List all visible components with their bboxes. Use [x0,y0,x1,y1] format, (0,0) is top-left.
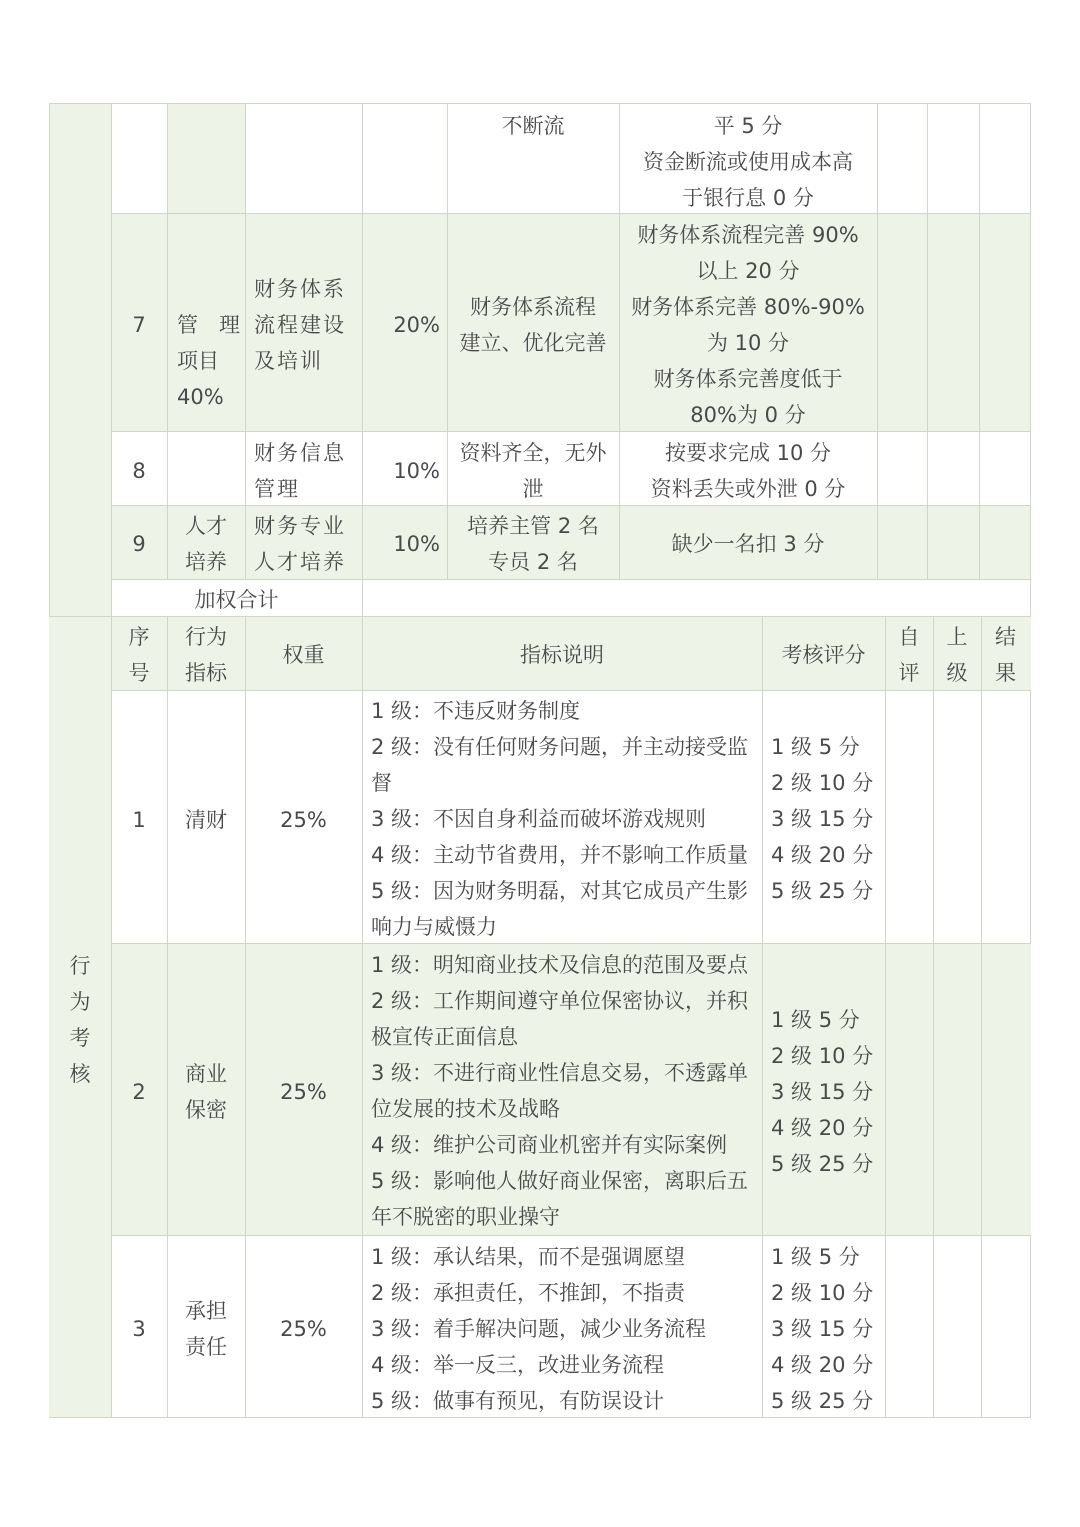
grid-line [927,103,928,579]
behavior-row-2-indicator [167,1056,245,1128]
row-8-indicator [254,435,362,507]
header-no [111,619,167,691]
behavior-row-2-description [371,947,761,1235]
header-line: 结 [995,625,1016,649]
description-line: 督 [371,771,392,795]
behavior-row-1-description [371,693,761,945]
header-line: 号 [128,661,150,685]
description-line: 3 级：不进行商业性信息交易，不透露单 [371,1061,749,1085]
row-8-scoring [619,435,877,507]
scoring-line: 为 10 分 [706,331,790,355]
grid-line [362,103,363,616]
grid-line [111,1235,1031,1236]
row-8-number: 8 [132,459,146,483]
grid-line [111,579,1031,580]
indicator-line: 财务体系 [254,277,346,301]
grid-line [167,103,168,579]
description-line: 3 级：着手解决问题，减少业务流程 [371,1317,707,1341]
scoring-line: 5 级 25 分 [771,879,874,903]
description-line: 4 级：主动节省费用，并不影响工作质量 [371,843,749,867]
row-7-standard [447,289,619,361]
scoring-line: 5 级 25 分 [771,1152,874,1176]
scoring-line: 3 级 15 分 [771,1317,874,1341]
category-line: 培养 [185,550,227,574]
indicator-line: 管理 [254,477,300,501]
standard-line: 建立、优化完善 [459,331,607,355]
row-9-weight: 10% [393,532,440,556]
row-9-indicator [254,508,362,580]
header-scoring: 考核评分 [781,643,866,667]
header-indicator [167,619,245,691]
behavior-row-3-indicator [167,1293,245,1365]
behavior-row-1-scoring [771,729,883,909]
indicator-line: 承担 [185,1299,227,1323]
scoring-line: 财务体系流程完善 90% [637,223,859,247]
grid-line [979,103,980,579]
header-line: 自 [898,625,920,649]
grid-line [49,103,1031,104]
grid-line [933,616,934,1417]
row-cont-scoring [619,108,877,216]
grid-line [49,1417,1031,1418]
scoring-line: 财务体系完善 80%-90% [631,295,865,319]
category-line: 管 理 [177,313,240,337]
standard-line: 专员 2 名 [488,550,578,574]
row-cont-standard: 不断流 [501,114,565,138]
description-line: 2 级：承担责任，不推卸，不指责 [371,1281,686,1305]
row-7-weight: 20% [393,313,440,337]
description-line: 1 级：不违反财务制度 [371,699,581,723]
scoring-line: 2 级 10 分 [771,1044,874,1068]
row-9-category [167,508,245,580]
description-line: 1 级：承认结果，而不是强调愿望 [371,1245,686,1269]
description-line: 5 级：影响他人做好商业保密，离职后五 [371,1169,749,1193]
grid-line [877,103,878,579]
category-line: 项目 [177,349,219,373]
header-line: 序 [128,625,150,649]
scoring-line: 资料丢失或外泄 0 分 [650,477,846,501]
row-7-number: 7 [132,313,146,337]
grid-line [111,213,1031,214]
behavior-row-3-scoring [771,1239,883,1419]
category-line: 40% [177,385,224,409]
description-line: 极宣传正面信息 [371,1025,518,1049]
description-line: 2 级：没有任何财务问题，并主动接受监 [371,735,749,759]
scoring-line: 3 级 15 分 [771,807,874,831]
row-7-indicator [254,271,362,379]
header-superior [933,619,981,691]
row-7-scoring [619,217,877,433]
behavior-row-3-weight: 25% [280,1317,327,1341]
scoring-line: 财务体系完善度低于 [653,367,843,391]
behavior-row-2-number: 2 [132,1080,146,1104]
scoring-line: 1 级 5 分 [771,1008,860,1032]
description-line: 4 级：举一反三，改进业务流程 [371,1353,665,1377]
grid-line [245,616,246,1417]
header-line: 上 [946,625,968,649]
scoring-line: 1 级 5 分 [771,1245,860,1269]
weighted-total-label: 加权合计 [194,588,279,612]
grid-line [245,103,246,579]
description-line: 3 级：不因自身利益而破坏游戏规则 [371,807,707,831]
grid-line [111,505,1031,506]
description-line: 年不脱密的职业操守 [371,1205,560,1229]
indicator-line: 及培训 [254,349,323,373]
behavior-row-1-weight: 25% [280,808,327,832]
behavior-row-3-number: 3 [132,1317,146,1341]
scoring-line: 2 级 10 分 [771,771,874,795]
indicator-line: 财务信息 [254,441,346,465]
description-line: 1 级：明知商业技术及信息的范围及要点 [371,953,749,977]
scoring-line: 2 级 10 分 [771,1281,874,1305]
section-column-kpi [49,103,111,616]
scoring-line: 1 级 5 分 [771,735,860,759]
behavior-row-1-number: 1 [132,808,146,832]
row-8-standard [447,435,619,507]
section-label-char: 行 [69,954,91,978]
header-line: 果 [995,661,1016,685]
section-label-char: 考 [69,1026,91,1050]
grid-line [362,616,363,1417]
indicator-line: 责任 [185,1335,227,1359]
row-9-standard [447,508,619,580]
section-label-char: 为 [69,990,91,1014]
header-line: 指标 [185,661,227,685]
behavior-section-label [49,948,111,1092]
header-line: 评 [898,661,920,685]
standard-line: 培养主管 2 名 [467,514,599,538]
grid-line [447,103,448,579]
scoring-line: 3 级 15 分 [771,1080,874,1104]
scoring-line: 平 5 分 [713,114,783,138]
scoring-line: 4 级 20 分 [771,1116,874,1140]
header-result [981,619,1030,691]
grid-line [981,616,982,1417]
indicator-line: 商业 [185,1062,227,1086]
row-8-weight: 10% [393,459,440,483]
grid-line [762,616,763,1417]
category-line: 人才 [185,514,227,538]
grid-line [111,103,112,616]
header-description: 指标说明 [520,643,604,667]
scoring-line: 5 级 25 分 [771,1389,874,1413]
description-line: 2 级：工作期间遵守单位保密协议，并积 [371,989,749,1013]
header-weight: 权重 [282,643,325,667]
scoring-line: 以上 20 分 [696,259,800,283]
standard-line: 财务体系流程 [470,295,596,319]
grid-line [167,616,168,1417]
category-cell-continued [167,103,245,213]
indicator-line: 保密 [185,1098,227,1122]
grid-line [111,690,1031,691]
description-line: 位发展的技术及战略 [371,1097,560,1121]
header-line: 级 [946,661,968,685]
scoring-line: 按要求完成 10 分 [664,441,832,465]
grid-line [49,616,1031,617]
description-line: 4 级：维护公司商业机密并有实际案例 [371,1133,728,1157]
row-7-category [177,307,245,415]
row-9-scoring: 缺少一名扣 3 分 [671,532,825,556]
grid-line [885,616,886,1417]
indicator-line: 财务专业 [254,514,346,538]
grid-line [111,616,112,1417]
grid-line [111,943,1031,944]
grid-line [619,103,620,579]
description-line: 5 级：做事有预见，有防误设计 [371,1389,665,1413]
indicator-line: 流程建设 [254,313,346,337]
behavior-row-2-weight: 25% [280,1080,327,1104]
description-line: 响力与威慑力 [371,915,497,939]
scoring-line: 4 级 20 分 [771,843,874,867]
description-line: 5 级：因为财务明磊，对其它成员产生影 [371,879,749,903]
scoring-line: 4 级 20 分 [771,1353,874,1377]
scoring-line: 于银行息 0 分 [682,186,814,210]
standard-line: 泄 [522,477,544,501]
row-9-number: 9 [132,532,146,556]
header-self [885,619,933,691]
scoring-line: 资金断流或使用成本高 [643,150,853,174]
indicator-line: 人才培养 [254,550,346,574]
behavior-row-3-description [371,1239,761,1419]
section-label-char: 核 [69,1062,91,1086]
standard-line: 资料齐全，无外 [459,441,607,465]
behavior-row-1-indicator: 清财 [185,808,227,832]
scoring-line: 80%为 0 分 [690,403,806,427]
grid-line [111,431,245,432]
header-line: 行为 [185,625,227,649]
behavior-row-2-scoring [771,1002,883,1182]
